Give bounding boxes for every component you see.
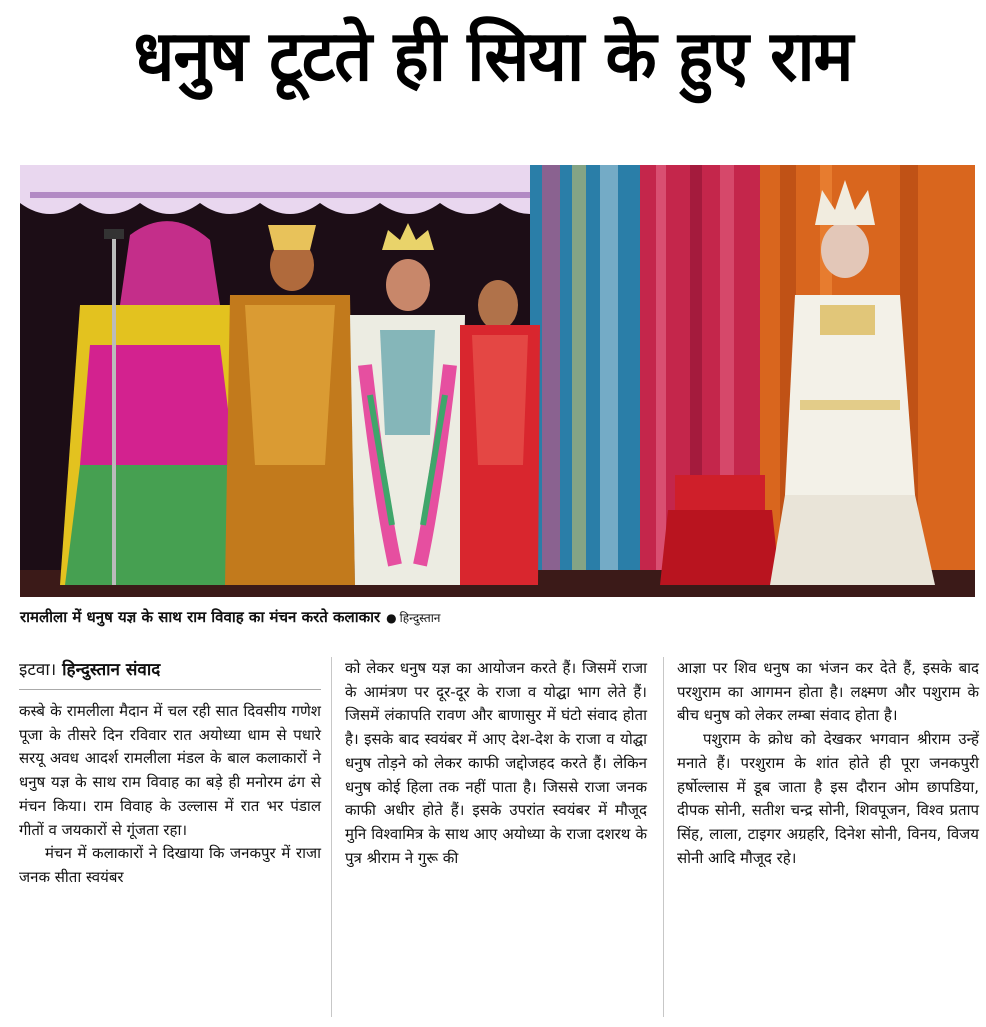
paragraph: को लेकर धनुष यज्ञ का आयोजन करते हैं। जिसमें राजा के आमंत्रण पर दूर-दूर के राजा व योद्घा भाग लेते हैं। जिसमें लंकापति रावण और बाणासुर में घंटो संवाद होता है। इसके बाद स्वयंबर में आए देश-देश के राजा व योद्घा धनुष तोड़ने को लेकर काफी जद्दोजहद करते हैं। लेकिन धनुष कोई हिला तक नहीं पाता है। जिससे राजा जनक काफी अधीर होते हैं। इसके उपरांत स्वयंबर में मौजूद मुनि विश्वामित्र के साथ आए अयोध्या के राजा दशरथ के पुत्र श्रीराम ने गुरू की (345, 659, 647, 867)
dateline-place: इटवा। (19, 660, 57, 680)
bullet-icon: ● (386, 611, 397, 625)
byline-source: हिन्दुस्तान संवाद (62, 660, 161, 680)
article-column-2 (345, 657, 647, 870)
photo-credit: हिन्दुस्तान (399, 611, 441, 625)
photo-caption (20, 604, 975, 630)
paragraph: आज्ञा पर शिव धनुष का भंजन कर देते हैं, इसके बाद परशुराम का आगमन होता है। लक्ष्मण और पशुराम के बीच धनुष को लेकर लम्बा संवाद होता है। (677, 659, 979, 725)
paragraph: मंचन में कलाकारों ने दिखाया कि जनकपुर में राजा जनक सीता स्वयंबर (19, 844, 321, 886)
headline: धनुष टूटते ही सिया के हुए राम (133, 15, 853, 97)
news-photo (20, 165, 975, 597)
byline-divider (19, 689, 321, 690)
paragraph: कस्बे के रामलीला मैदान में चल रही सात दिवसीय गणेश पूजा के तीसरे दिन रविवार रात अयोध्या धाम से पधारे सरयू अवध आदर्श रामलीला मंडल के बाल कलाकारों ने धनुष यज्ञ के साथ राम विवाह का बड़े ही मनोरम ढंग से मंचन किया। राम विवाह के उल्लास में रात भर पंडाल गीतों व जयकारों से गूंजता रहा। (19, 702, 321, 839)
column-divider (331, 657, 332, 1017)
article-column-1 (19, 657, 321, 890)
article-column-3 (677, 657, 979, 870)
stage-performance-image (20, 165, 975, 597)
byline (19, 657, 321, 683)
column-divider (663, 657, 664, 1017)
paragraph: पशुराम के क्रोध को देखकर भगवान श्रीराम उन्हें मनाते हैं। परशुराम के शांत होते ही पूरा जनकपुरी हर्षोल्लास में डूब जाता है इस दौरान ओम छापडिया, दीपक सोनी, सतीश चन्द्र सोनी, शिवपूजन, विश्व प्रताप सिंह, लाला, टाइगर अग्रहरि, दिनेश सोनी, विनय, विजय सोनी आदि मौजूद रहे। (677, 730, 979, 867)
caption-text: रामलीला में धनुष यज्ञ के साथ राम विवाह का मंचन करते कलाकार (20, 608, 381, 626)
